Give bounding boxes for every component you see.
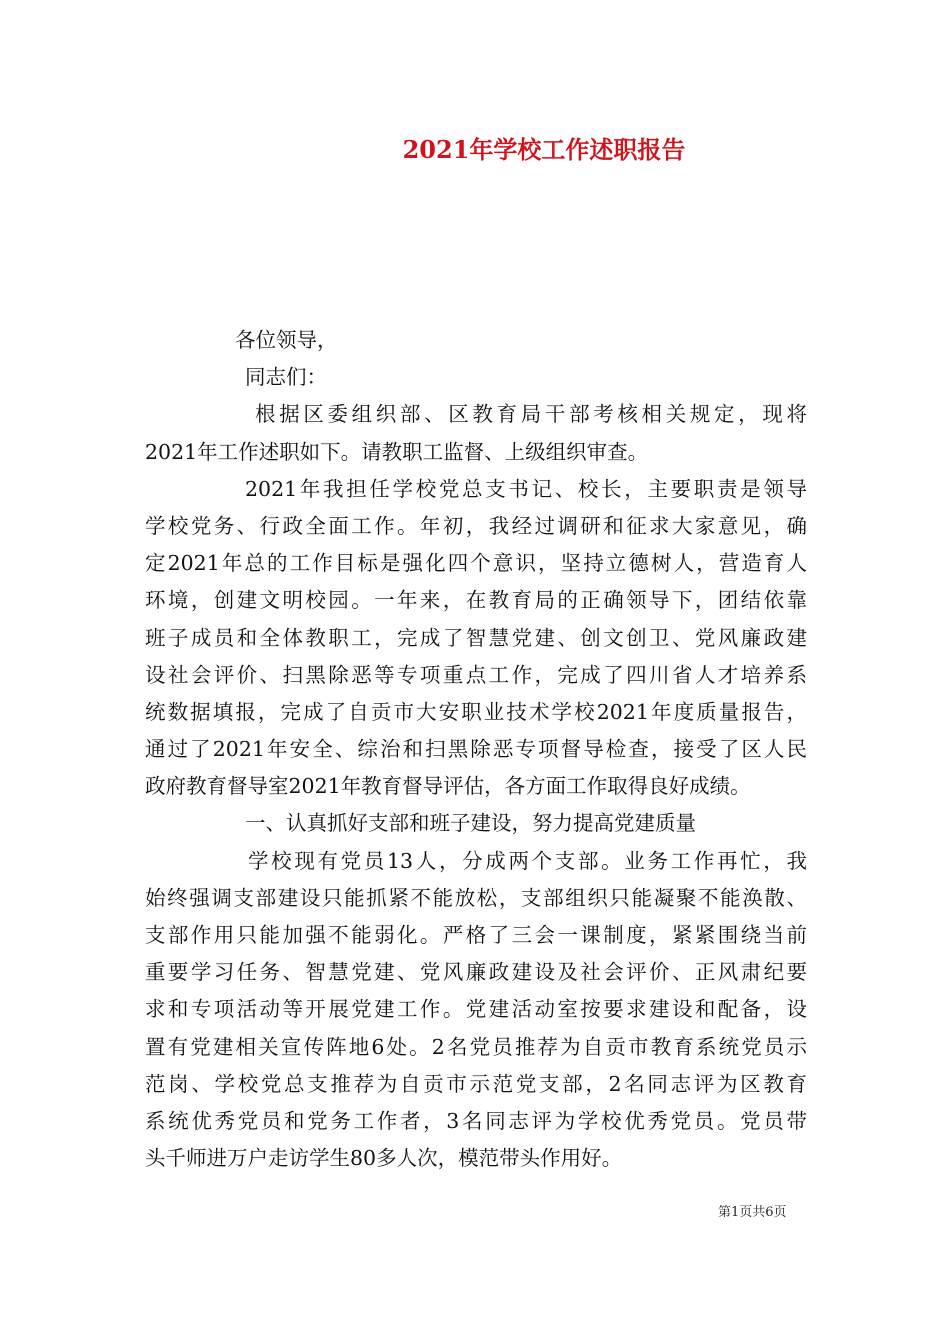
paragraph-line: 根据区委组织部、区教育局干部考核相关规定，现将: [255, 402, 807, 427]
paragraph-line: 通过了2021年安全、综治和扫黑除恶专项督导检查，接受了区人民: [145, 737, 807, 762]
salutation-line: 各位领导，: [235, 328, 338, 352]
paragraph-line: 重要学习任务、智慧党建、党风廉政建设及社会评价、正风肃纪要: [145, 960, 807, 985]
paragraph-line: 定2021年总的工作目标是强化四个意识，坚持立德树人，营造育人: [145, 551, 807, 576]
document-body: [145, 322, 807, 1177]
paragraph-line: 范岗、学校党总支推荐为自贡市示范党支部，2名同志评为区教育: [145, 1071, 807, 1096]
paragraph-line: 环境，创建文明校园。一年来，在教育局的正确领导下，团结依靠: [145, 588, 807, 613]
paragraph-line: 2021年工作述职如下。请教职工监督、上级组织审查。: [145, 439, 649, 464]
paragraph-line: 学校党务、行政全面工作。年初，我经过调研和征求大家意见，确: [145, 513, 807, 538]
paragraph-line: 求和专项活动等开展党建工作。党建活动室按要求建设和配备，设: [145, 997, 807, 1022]
paragraph-line: 学校现有党员13人，分成两个支部。业务工作再忙，我: [248, 848, 807, 873]
paragraph-line: 置有党建相关宣传阵地6处。2名党员推荐为自贡市教育系统党员示: [145, 1034, 807, 1059]
salutation-line: 同志们：: [245, 365, 327, 390]
paragraph-line: 头千师进万户走访学生80多人次，模范带头作用好。: [145, 1146, 623, 1171]
paragraph-line: 统数据填报，完成了自贡市大安职业技术学校2021年度质量报告，: [145, 699, 807, 724]
page-number: 第1页共6页: [718, 1205, 787, 1220]
paragraph-line: 设社会评价、扫黑除恶等专项重点工作，完成了四川省人才培养系: [145, 662, 807, 687]
paragraph-line: 班子成员和全体教职工，完成了智慧党建、创文创卫、党风廉政建: [145, 625, 807, 650]
section-heading: 一、认真抓好支部和班子建设，努力提高党建质量: [245, 811, 696, 836]
document-title: 2021年学校工作述职报告: [402, 135, 686, 164]
paragraph-line: 政府教育督导室2021年教育督导评估，各方面工作取得良好成绩。: [145, 774, 751, 799]
paragraph-line: 2021年我担任学校党总支书记、校长，主要职责是领导: [245, 476, 807, 501]
paragraph-line: 系统优秀党员和党务工作者，3名同志评为学校优秀党员。党员带: [145, 1108, 807, 1133]
paragraph-line: 支部作用只能加强不能弱化。严格了三会一课制度，紧紧围绕当前: [145, 923, 807, 947]
paragraph-line: 始终强调支部建设只能抓紧不能放松，支部组织只能凝聚不能涣散、: [145, 885, 807, 910]
